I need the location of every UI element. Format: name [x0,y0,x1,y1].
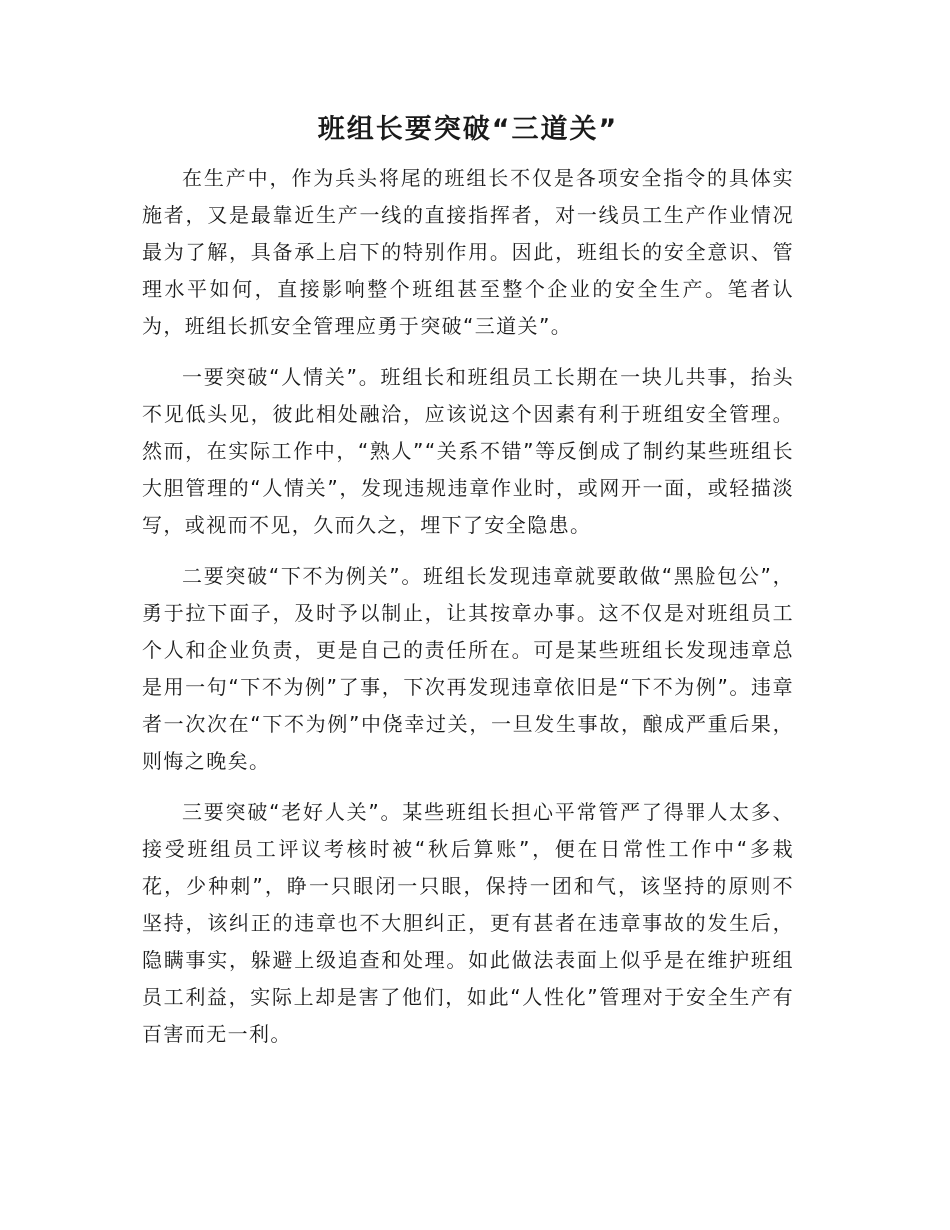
paragraph-renqing-guan: 一要突破“人情关”。班组长和班组员工长期在一块儿共事，抬头不见低头见，彼此相处融洽，应该说这个因素有利于班组安全管理。然而，在实际工作中，“熟人”“关系不错”等反倒成了制约某些班组长大胆管理的“人情关”，发现违规违章作业时，或网开一面，或轻描淡写，或视而不见，久而久之，埋下了安全隐患。 [142,365,794,537]
document-page [142,110,794,1067]
paragraph-xiabuweili-guan: 二要突破“下不为例关”。班组长发现违章就要敢做“黑脸包公”，勇于拉下面子，及时予以制止，让其按章办事。这不仅是对班组员工个人和企业负责，更是自己的责任所在。可是某些班组长发现违章总是用一句“下不为例”了事，下次再发现违章依旧是“下不为例”。违章者一次次在“下不为例”中侥幸过关，一旦发生事故，酿成严重后果，则悔之晚矣。 [142,564,794,773]
paragraph-laohaoren-guan: 三要突破“老好人关”。某些班组长担心平常管严了得罪人太多、接受班组员工评议考核时被“秋后算账”，便在日常性工作中“多栽花，少种刺”，睁一只眼闭一只眼，保持一团和气，该坚持的原则不坚持，该纠正的违章也不大胆纠正，更有甚者在违章事故的发生后，隐瞒事实，躲避上级追查和处理。如此做法表面上似乎是在维护班组员工利益，实际上却是害了他们，如此“人性化”管理对于安全生产有百害而无一利。 [142,800,794,1046]
paragraph-intro: 在生产中，作为兵头将尾的班组长不仅是各项安全指令的具体实施者，又是最靠近生产一线的直接指挥者，对一线员工生产作业情况最为了解，具备承上启下的特别作用。因此，班组长的安全意识、管理水平如何，直接影响整个班组甚至整个企业的安全生产。笔者认为，班组长抓安全管理应勇于突破“三道关”。 [142,166,794,338]
document-title: 班组长要突破“三道关” [317,114,619,145]
